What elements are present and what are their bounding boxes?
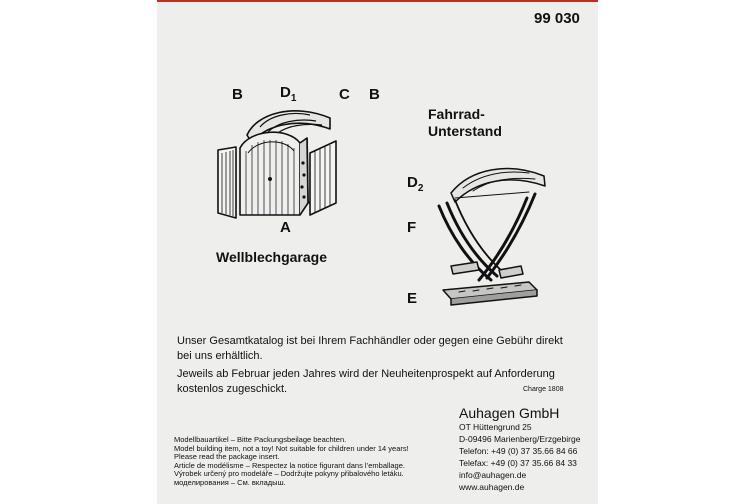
garage-title: Wellblechgarage bbox=[216, 249, 328, 265]
address-fax: Telefax: +49 (0) 37 35.66 84 33 bbox=[459, 458, 577, 468]
article-number: 99 030 bbox=[534, 10, 580, 27]
address-website: www.auhagen.de bbox=[459, 482, 525, 492]
bike-shelter-illustration bbox=[429, 158, 549, 313]
garage-label-a: A bbox=[280, 219, 291, 236]
bike-shelter-title-line2: Unterstand bbox=[428, 123, 502, 139]
company-name: Auhagen GmbH bbox=[459, 405, 560, 421]
address-email: info@auhagen.de bbox=[459, 470, 527, 480]
garage-label-d: D bbox=[280, 84, 291, 101]
charge-number: Charge 1808 bbox=[523, 386, 564, 393]
top-edge-stripe bbox=[157, 0, 598, 2]
company-address bbox=[459, 421, 580, 493]
garage-label-b-left: B bbox=[232, 86, 243, 103]
shelter-label-d: D bbox=[407, 174, 418, 191]
note-line: Výrobek určený pro modeláře – Dodržujte pokyny přibalového letáku. bbox=[174, 469, 404, 479]
garage-illustration bbox=[212, 103, 342, 218]
garage-label-d1 bbox=[280, 84, 297, 104]
address-street: OT Hüttengrund 25 bbox=[459, 422, 532, 432]
prospekt-text: Jeweils ab Februar jeden Jahres wird der Neuheitenprospekt auf Anforderung kostenlos zugeschickt. bbox=[177, 368, 555, 395]
garage-label-d-subscript: 1 bbox=[290, 93, 297, 104]
garage-label-b-right: B bbox=[369, 86, 380, 103]
instruction-sheet bbox=[157, 0, 598, 504]
safety-notes bbox=[174, 436, 409, 488]
note-line: Model building item, not a toy! Not suitable for children under 14 years! bbox=[174, 443, 409, 453]
shelter-label-d-subscript: 2 bbox=[417, 183, 424, 194]
address-city: D-09496 Marienberg/Erzgebirge bbox=[459, 434, 581, 444]
note-line: Article de modélisme – Respectez la notice figurant dans l’emballage. bbox=[174, 460, 405, 470]
note-line: моделирования – См. вкладыш. bbox=[174, 477, 286, 487]
note-line: Please read the package insert. bbox=[174, 452, 280, 462]
shelter-label-e: E bbox=[407, 290, 418, 307]
shelter-label-d2 bbox=[407, 174, 424, 194]
address-phone: Telefon: +49 (0) 37 35.66 84 66 bbox=[459, 446, 578, 456]
note-line: Modellbauartikel – Bitte Packungsbeilage beachten. bbox=[174, 435, 347, 444]
bike-shelter-title-line1: Fahrrad- bbox=[428, 106, 485, 122]
garage-label-c: C bbox=[339, 86, 350, 103]
catalog-text: Unser Gesamtkatalog ist bei Ihrem Fachhändler oder gegen eine Gebühr direkt bei uns erhältlich. bbox=[177, 335, 563, 362]
shelter-label-f: F bbox=[407, 219, 417, 236]
